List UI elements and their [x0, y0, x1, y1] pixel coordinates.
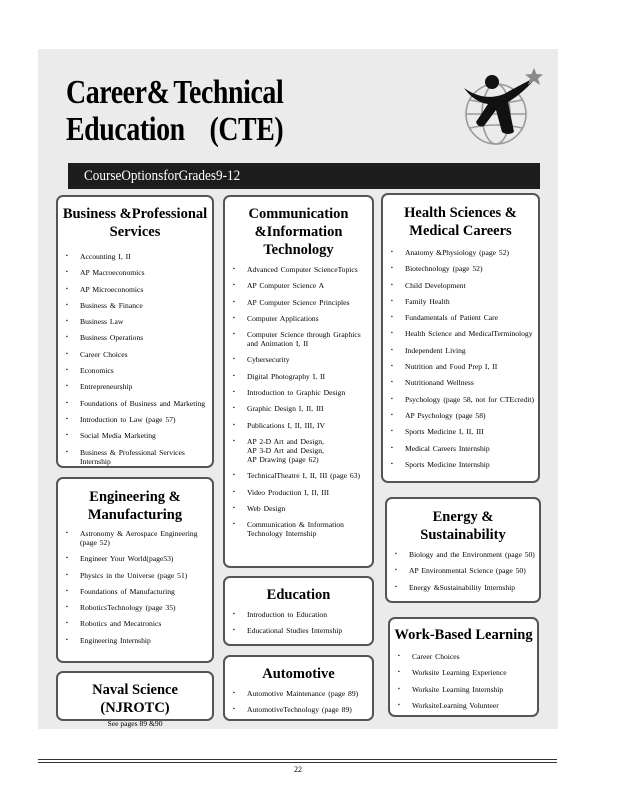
course-item: ▪ Medical Careers Internship [383, 444, 538, 453]
box-title: Automotive [262, 666, 335, 682]
course-item: ▪ Nutrition and Food Prep I, II [383, 362, 538, 371]
health-box [381, 193, 540, 483]
course-item: ▪ Automotive Maintenance (page 89) [225, 689, 372, 698]
course-item: ▪ Introduction to Graphic Design [225, 388, 372, 397]
box-title: Work-Based Learning [394, 627, 533, 643]
course-item: ▪ WorksiteLearning Volunteer [390, 701, 537, 710]
page-title [66, 74, 284, 148]
course-item: ▪ Social Media Marketing [58, 431, 212, 440]
course-item: ▪ RoboticsTechnology (page 35) [58, 603, 212, 612]
course-item: ▪ Health Science and MedicalTerminology [383, 329, 538, 338]
course-list [225, 689, 372, 714]
course-item: ▪ Worksite Learning Experience [390, 668, 537, 677]
course-item: ▪ Web Design [225, 504, 372, 513]
course-item: ▪ AP Microeconomics [58, 285, 212, 294]
course-item: ▪ Entrepreneurship [58, 382, 212, 391]
course-list [225, 610, 372, 635]
course-item: ▪ AP 2-D Art and Design, AP 3-D Art and Design, AP Drawing (page 62) [225, 437, 372, 464]
course-item: ▪ Nutritionand Wellness [383, 378, 538, 387]
title-word: Technical [173, 74, 284, 111]
banner [68, 163, 540, 189]
box-title: Communication &Information Technology [248, 206, 349, 258]
course-item: ▪ AP Computer Science A [225, 281, 372, 290]
course-item: ▪ AutomotiveTechnology (page 89) [225, 705, 372, 714]
course-item: ▪ Introduction to Education [225, 610, 372, 619]
box-title: Health Sciences & Medical Careers [404, 205, 517, 239]
box-title: Energy & Sustainability [420, 509, 506, 543]
course-item: ▪ TechnicalTheatre I, II, III (page 63) [225, 471, 372, 480]
course-list [383, 248, 538, 469]
course-item: ▪ Sports Medicine I, II, III [383, 427, 538, 436]
course-item: ▪ Family Health [383, 297, 538, 306]
course-item: ▪ Psychology (page 58, not for CTEcredit) [383, 395, 538, 404]
course-item: ▪ Economics [58, 366, 212, 375]
course-item: ▪ Business Law [58, 317, 212, 326]
course-item: ▪ Energy &Sustainability Internship [387, 583, 539, 592]
course-item: ▪ Advanced Computer ScienceTopics [225, 265, 372, 274]
course-item: ▪ Sports Medicine Internship [383, 460, 538, 469]
engineering-box [56, 477, 214, 663]
workbased-box [388, 617, 539, 717]
banner-text: CourseOptionsforGrades9-12 [84, 168, 241, 184]
business-box [56, 195, 214, 468]
naval-box [56, 671, 214, 728]
course-item: ▪ Video Production I, II, III [225, 488, 372, 497]
course-item: ▪ Physics in the Universe (page 51) [58, 571, 212, 580]
course-item: ▪ Communication & Information Technology Internship [225, 520, 372, 538]
box-title: Education [266, 587, 331, 603]
course-item: ▪ Career Choices [58, 350, 212, 359]
course-item: ▪ Computer Applications [225, 314, 372, 323]
footer-rule [38, 759, 557, 760]
person-star-globe-icon [460, 66, 544, 150]
course-item: ▪ Publications I, II, III, IV [225, 421, 372, 430]
course-item: ▪ AP Macroeconomics [58, 268, 212, 277]
footer-rule [38, 762, 557, 763]
course-item: ▪ Fundamentals of Patient Care [383, 313, 538, 322]
box-title: Naval Science (NJROTC) [92, 682, 178, 716]
course-list [225, 265, 372, 538]
title-word: Education [66, 111, 185, 148]
course-item: ▪ Independent Living [383, 346, 538, 355]
communication-box [223, 195, 374, 568]
energy-box [385, 497, 541, 603]
course-item: ▪ Introduction to Law (page 57) [58, 415, 212, 424]
course-item: ▪ Astronomy & Aerospace Engineering (page 52) [58, 529, 212, 547]
course-item: ▪ Digital Photography I, II [225, 372, 372, 381]
course-item: ▪ Accounting I, II [58, 252, 212, 261]
page-reference: See pages 89 &90 [107, 719, 163, 728]
course-item: ▪ Biotechnology (page 52) [383, 264, 538, 273]
course-item: ▪ AP Environmental Science (page 50) [387, 566, 539, 575]
box-title: Engineering & Manufacturing [87, 489, 183, 523]
course-list [58, 252, 212, 466]
course-item: ▪ Robotics and Mecatronics [58, 619, 212, 628]
course-item: ▪ Engineering Internship [58, 636, 212, 645]
course-item: ▪ Worksite Learning Internship [390, 685, 537, 694]
course-item: ▪ AP Psychology (page 58) [383, 411, 538, 420]
course-item: ▪ Foundations of Business and Marketing [58, 399, 212, 408]
course-item: ▪ Child Development [383, 281, 538, 290]
course-item: ▪ Computer Science through Graphics and Animation I, II [225, 330, 372, 348]
course-item: ▪ Business & Professional Services Internship [58, 448, 212, 466]
course-item: ▪ Educational Studies Internship [225, 626, 372, 635]
course-item: ▪ Anatomy &Physiology (page 52) [383, 248, 538, 257]
title-word: Career& [66, 74, 170, 111]
title-word: (CTE) [209, 111, 284, 148]
course-item: ▪ Business & Finance [58, 301, 212, 310]
box-title: Business &Professional Services [62, 206, 208, 240]
course-item: ▪ Cybersecurity [225, 355, 372, 364]
page-number: 22 [294, 765, 302, 774]
course-list [58, 529, 212, 645]
course-item: ▪ Business Operations [58, 333, 212, 342]
course-item: ▪ Foundations of Manufacturing [58, 587, 212, 596]
education-box [223, 576, 374, 646]
course-item: ▪ Biology and the Environment (page 50) [387, 550, 539, 559]
course-list [387, 550, 539, 592]
course-item: ▪ AP Computer Science Principles [225, 298, 372, 307]
automotive-box [223, 655, 374, 721]
course-item: ▪ Graphic Design I, II, III [225, 404, 372, 413]
course-item: ▪ Career Choices [390, 652, 537, 661]
course-list [390, 652, 537, 710]
course-item: ▪ Engineer Your World(page53) [58, 554, 212, 563]
